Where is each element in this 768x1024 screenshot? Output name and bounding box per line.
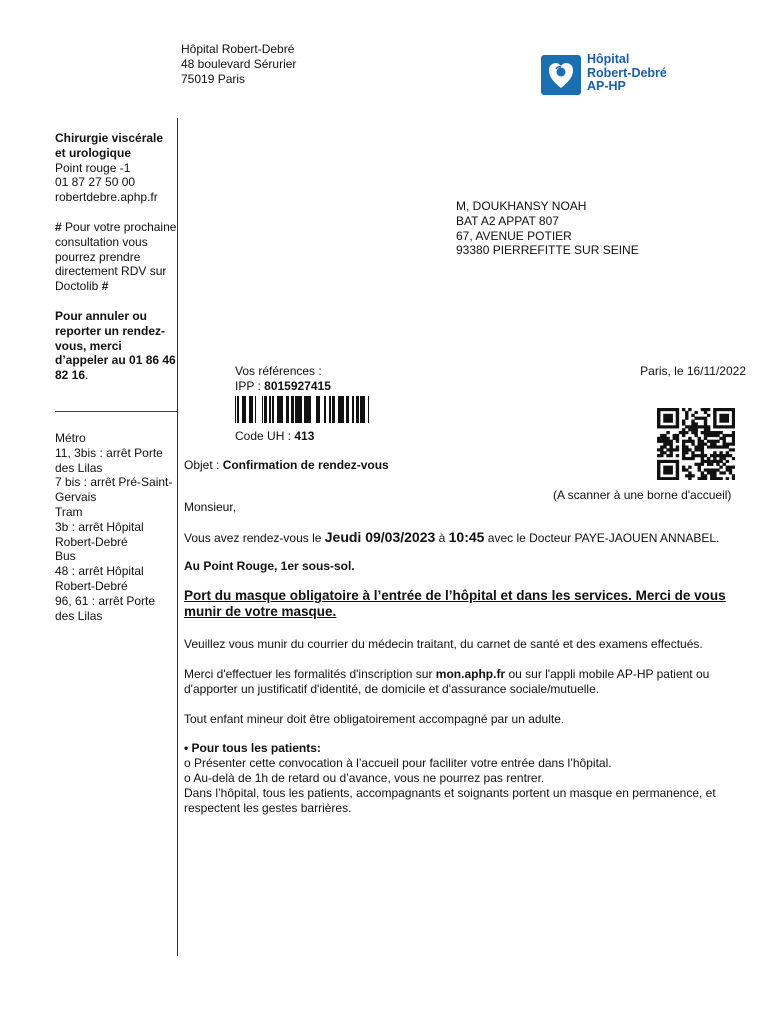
hash-mark: # <box>101 279 109 294</box>
recipient-line: BAT A2 APPAT 807 <box>456 213 559 228</box>
documents-note: Veuillez vous munir du courrier du médecin traitant, du carnet de santé et des examens effectués. <box>184 637 703 652</box>
all-patients-item: o Présenter cette convocation à l’accueil pour faciliter votre entrée dans l’hôpital. <box>184 756 612 771</box>
scan-note: (A scanner à une borne d'accueil) <box>553 488 732 502</box>
recipient-address <box>456 199 716 258</box>
metro-line: 7 bis : arrêt Pré-Saint-Gervais <box>55 475 173 505</box>
doctolib-note <box>55 220 177 294</box>
logo-text: Hôpital <box>587 52 630 66</box>
references-title: Vos références : <box>235 364 322 378</box>
metro-line: 11, 3bis : arrêt Porte des Lilas <box>55 445 163 475</box>
appointment-at: à <box>435 530 449 545</box>
appointment-details <box>184 530 746 546</box>
sidebar-divider <box>55 411 177 412</box>
department-location: Point rouge -1 <box>55 160 131 175</box>
subject-label: Objet : <box>184 458 223 472</box>
recipient-line: M, DOUKHANSY NOAH <box>456 199 587 213</box>
transport-info <box>55 431 177 623</box>
doctolib-text: Pour votre prochaine consultation vous pourrez prendre directement RDV sur Doctolib <box>55 219 177 294</box>
tram-line: 3b : arrêt Hôpital Robert-Debré <box>55 519 144 549</box>
appointment-time: 10:45 <box>448 528 485 545</box>
ipp-label: IPP : <box>235 378 265 393</box>
heart-logo-icon <box>541 55 581 95</box>
appointment-intro: Vous avez rendez-vous le <box>184 530 325 545</box>
department-website: robertdebre.aphp.fr <box>55 190 158 205</box>
appointment-location: Au Point Rouge, 1er sous-sol. <box>184 559 355 574</box>
formalities-note <box>184 667 746 697</box>
all-patients-title: • Pour tous les patients: <box>184 741 321 756</box>
tram-title: Tram <box>55 504 83 519</box>
references <box>235 364 435 394</box>
letter-body <box>184 458 746 815</box>
code-uh-value: 413 <box>294 429 315 443</box>
all-patients-item: Dans l’hôpital, tous les patients, accompagnants et soignants portent un masque en permanence, et respectent les gestes barrières. <box>184 785 716 815</box>
cancel-end: . <box>85 368 89 383</box>
ipp-value: 8015927415 <box>264 378 331 393</box>
column-divider <box>177 118 178 956</box>
code-uh-label: Code UH : <box>235 429 295 443</box>
code-uh-line <box>235 429 314 444</box>
hospital-address-line: 75019 Paris <box>181 71 246 86</box>
cancel-text: Pour annuler ou reporter un rendez-vous, merci d’appeler au 01 86 46 82 16 <box>55 308 176 383</box>
department-title: Chirurgie viscérale et urologique <box>55 131 164 160</box>
logo-text: Robert-Debré <box>587 65 667 80</box>
letter-date: Paris, le 16/11/2022 <box>640 364 746 378</box>
ipp-line <box>235 379 435 394</box>
appointment-date: Jeudi 09/03/2023 <box>324 528 436 545</box>
hash-mark: # <box>55 219 62 234</box>
bus-line: 96, 61 : arrêt Porte des Lilas <box>55 593 156 623</box>
subject-line <box>184 458 746 473</box>
recipient-line: 67, AVENUE POTIER <box>456 228 572 243</box>
recipient-line: 93380 PIERREFITTE SUR SEINE <box>456 243 639 258</box>
cancel-note <box>55 309 177 383</box>
formalities-intro: Merci d'effectuer les formalités d'inscription sur <box>184 666 436 681</box>
all-patients-item: o Au-delà de 1h de retard ou d’avance, vous ne pourrez pas rentrer. <box>184 770 545 785</box>
mask-warning: Port du masque obligatoire à l’entrée de l’hôpital et dans les services. Merci de vous munir de votre masque. <box>184 588 726 620</box>
metro-title: Métro <box>55 431 86 445</box>
sidebar-contact <box>55 131 177 383</box>
minor-note: Tout enfant mineur doit être obligatoirement accompagné par un adulte. <box>184 711 565 726</box>
department-phone: 01 87 27 50 00 <box>55 175 136 190</box>
appointment-doctor: avec le Docteur PAYE-JAOUEN ANNABEL. <box>484 530 720 545</box>
hospital-address <box>181 42 381 86</box>
bus-line: 48 : arrêt Hôpital Robert-Debré <box>55 564 144 593</box>
barcode-image <box>235 396 371 423</box>
hospital-logo <box>541 53 701 97</box>
formalities-rest: ou sur l'appli mobile AP-HP patient ou d'apporter un justificatif d'identité, de domicile et d'assurance sociale/mutuelle. <box>184 666 710 696</box>
hospital-address-line: Hôpital Robert-Debré <box>181 42 295 56</box>
hospital-address-line: 48 boulevard Sérurier <box>181 56 297 71</box>
bus-title: Bus <box>55 549 76 564</box>
aphp-link: mon.aphp.fr <box>435 666 506 681</box>
subject-value: Confirmation de rendez-vous <box>222 458 389 472</box>
salutation: Monsieur, <box>184 499 237 514</box>
logo-text: AP-HP <box>587 79 626 93</box>
